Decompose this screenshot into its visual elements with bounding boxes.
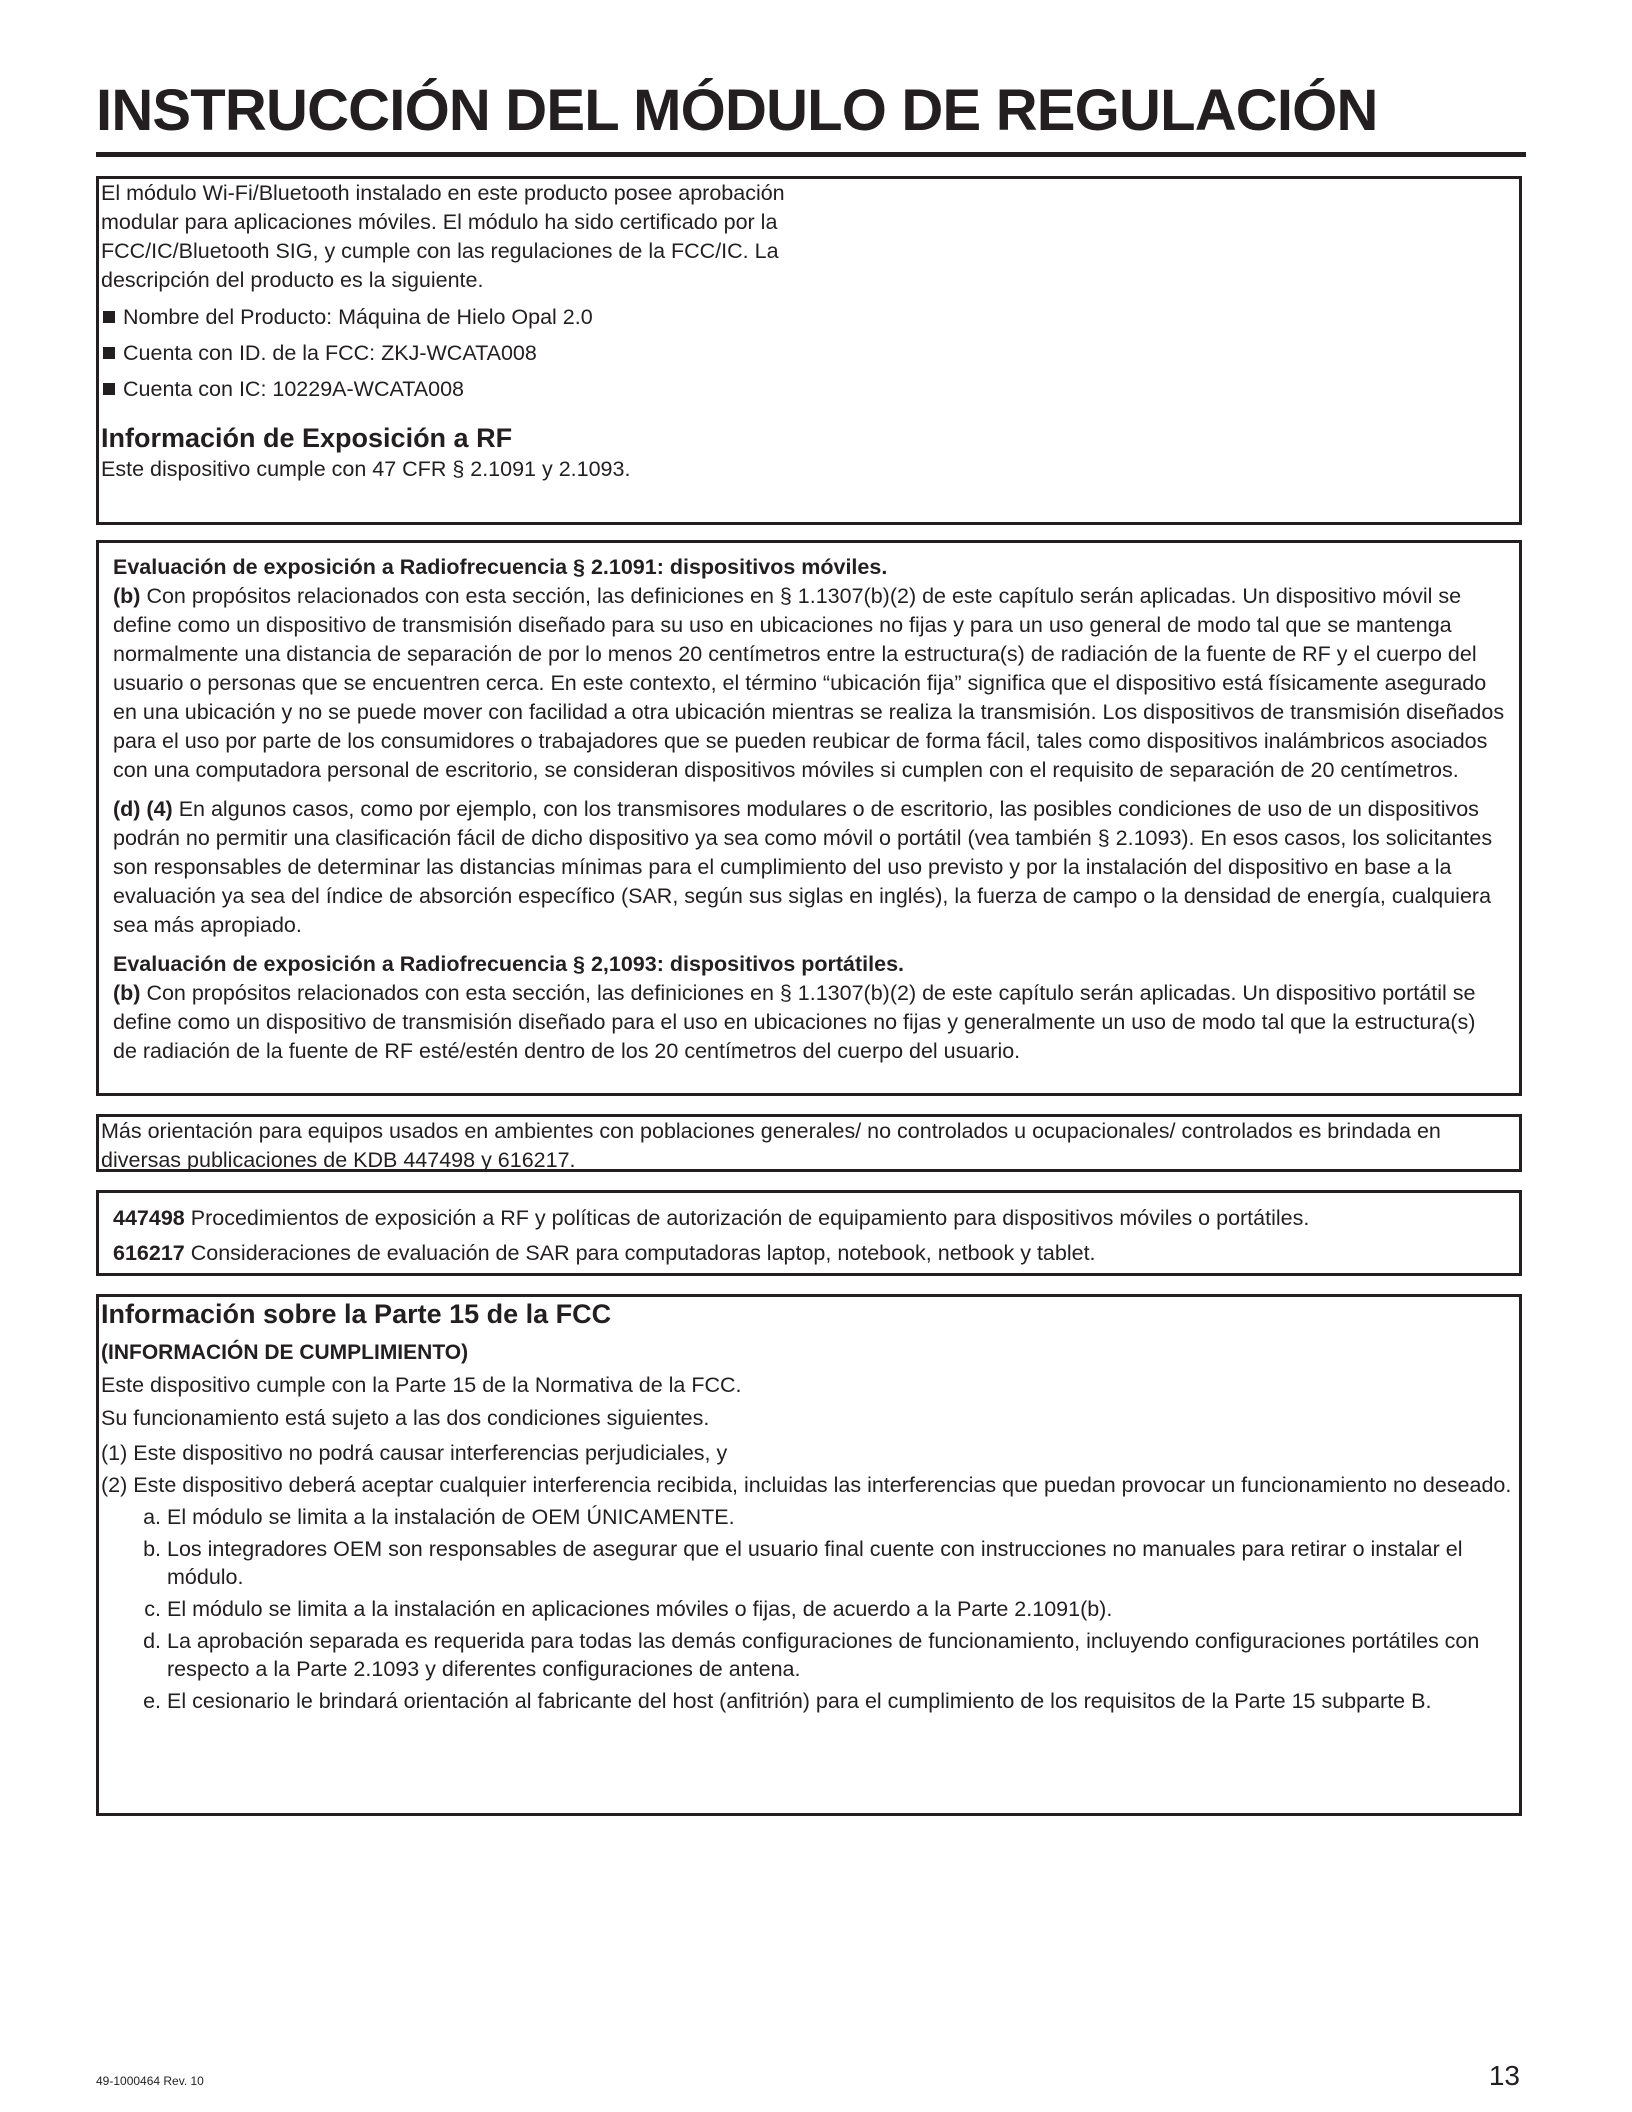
condition-text: Este dispositivo no podrá causar interferencias perjudiciales, y [133, 1441, 728, 1465]
condition-item [101, 1471, 1519, 1499]
mobile-devices-heading: Evaluación de exposición a Radiofrecuencia § 2.1091: dispositivos móviles. [113, 555, 888, 579]
mobile-d-text: En algunos casos, como por ejemplo, con los transmisores modulares o de escritorio, las posibles condiciones de uso de un dispositivos podrán no permitir una clasificación fácil de dicho dispositivo ya sea como móvil o portátil (vea también § 2.1093). En esos casos, los solicitantes son responsables de determinar las distancias mínimas para el cumplimiento del uso previsto y por la instalación del dispositivo en base a la evaluación ya sea del índice de absorción específico (SAR, según sus siglas en inglés), la fuerza de campo o la densidad de energía, cualquiera sea más apropiado. [113, 797, 1493, 937]
mobile-d-paragraph [113, 795, 1505, 940]
kdb-item [113, 1201, 1505, 1236]
requirement-text: La aprobación separada es requerida para todas las demás configuraciones de funcionamiento, incluyendo configuraciones portátiles con respecto a la Parte 2.1093 y diferentes configuraciones de antena. [167, 1629, 1480, 1681]
kdb-box [96, 1190, 1522, 1276]
mobile-d-label: (d) (4) [113, 797, 173, 821]
requirement-label: c. [144, 1597, 161, 1621]
requirement-label: d. [143, 1629, 161, 1653]
condition-label: (2) [101, 1473, 128, 1497]
rf-exposure-text: Este dispositivo cumple con 47 CFR § 2.1091 y 2.1093. [101, 457, 631, 481]
guidance-text: Más orientación para equipos usados en ambientes con poblaciones generales/ no controlados u ocupacionales/ controlados es brindada en diversas publicaciones de KDB 447498 y 616217. [101, 1119, 1441, 1172]
title-rule [96, 152, 1526, 157]
kdb-text: Consideraciones de evaluación de SAR para computadoras laptop, notebook, netbook y tablet. [190, 1241, 1096, 1265]
portable-b-text: Con propósitos relacionados con esta sección, las definiciones en § 1.1307(b)(2) de este capítulo serán aplicadas. Un dispositivo portátil se define como un dispositivo de transmisión diseñado para el uso en ubicaciones no fijas y generalmente un uso de modo tal que la estructura(s) de radiación de la fuente de RF esté/estén dentro de los 20 centímetros del cuerpo del usuario. [113, 981, 1476, 1063]
bullet-item [101, 335, 1519, 371]
portable-b-label: (b) [113, 981, 141, 1005]
square-bullet-icon [103, 311, 115, 323]
requirement-item [137, 1503, 1519, 1531]
guidance-box [96, 1114, 1522, 1172]
bullet-item [101, 299, 1519, 335]
rf-exposure-heading: Información de Exposición a RF [101, 423, 513, 453]
requirement-text: El módulo se limita a la instalación de OEM ÚNICAMENTE. [167, 1505, 735, 1529]
portable-b-paragraph [113, 979, 1505, 1066]
portable-devices-heading: Evaluación de exposición a Radiofrecuencia § 2,1093: dispositivos portátiles. [113, 952, 904, 976]
requirement-item [137, 1595, 1519, 1623]
compliance-subheading: (INFORMACIÓN DE CUMPLIMIENTO) [101, 1341, 469, 1364]
fcc-part15-box [96, 1294, 1522, 1816]
kdb-code: 616217 [113, 1241, 185, 1265]
mobile-b-paragraph [113, 582, 1505, 785]
fcc-part15-heading: Información sobre la Parte 15 de la FCC [101, 1299, 612, 1329]
requirement-text: El cesionario le brindará orientación al fabricante del host (anfitrión) para el cumplimiento de los requisitos de la Parte 15 subparte B. [167, 1689, 1432, 1713]
fcc-id: Cuenta con ID. de la FCC: ZKJ-WCATA008 [123, 341, 537, 365]
requirement-item [137, 1687, 1519, 1715]
page-number: 13 [1488, 2060, 1520, 2091]
requirement-label: e. [143, 1689, 161, 1713]
condition-label: (1) [101, 1441, 128, 1465]
kdb-text: Procedimientos de exposición a RF y políticas de autorización de equipamiento para dispositivos móviles o portátiles. [190, 1206, 1310, 1230]
ic-id: Cuenta con IC: 10229A-WCATA008 [123, 377, 464, 401]
bullet-item [101, 371, 1519, 407]
requirement-label: a. [143, 1505, 161, 1529]
mobile-b-label: (b) [113, 584, 141, 608]
module-info-box [96, 176, 1522, 525]
condition-text: Este dispositivo deberá aceptar cualquier interferencia recibida, incluidas las interferencias que puedan provocar un funcionamiento no deseado. [133, 1473, 1512, 1497]
mobile-b-text: Con propósitos relacionados con esta sección, las definiciones en § 1.1307(b)(2) de este capítulo serán aplicadas. Un dispositivo móvil se define como un dispositivo de transmisión diseñado para su uso en ubicaciones no fijas y para un uso general de modo tal que se mantenga normalmente una distancia de separación de por lo menos 20 centímetros entre la estructura(s) de radiación de la fuente de RF y el cuerpo del usuario o personas que se encuentren cerca. En este contexto, el término “ubicación fija” significa que el dispositivo está físicamente asegurado en una ubicación y no se puede mover con facilidad a otra ubicación mientras se realiza la transmisión. Los dispositivos de transmisión diseñados para el uso por parte de los consumidores o trabajadores que se pueden reubicar de forma fácil, tales como dispositivos inalámbricos asociados con una computadora personal de escritorio, se consideran dispositivos móviles si cumplen con el requisito de separación de 20 centímetros. [113, 584, 1505, 782]
module-intro-text: El módulo Wi-Fi/Bluetooth instalado en este producto posee aprobación modular para aplicaciones móviles. El módulo ha sido certificado por la FCC/IC/Bluetooth SIG, y cumple con las regulaciones de la FCC/IC. La descripción del producto es la siguiente. [101, 181, 785, 292]
page-title: INSTRUCCIÓN DEL MÓDULO DE REGULACIÓN [96, 78, 1378, 143]
kdb-item [113, 1236, 1505, 1271]
requirement-text: Los integradores OEM son responsables de asegurar que el usuario final cuente con instrucciones no manuales para retirar o instalar el módulo. [167, 1537, 1463, 1589]
rf-evaluation-box [96, 540, 1522, 1096]
square-bullet-icon [103, 383, 115, 395]
document-code: 49-1000464 Rev. 10 [96, 2074, 204, 2088]
requirement-text: El módulo se limita a la instalación en aplicaciones móviles o fijas, de acuerdo a la Parte 2.1091(b). [167, 1597, 1113, 1621]
requirement-label: b. [143, 1537, 161, 1561]
requirement-item [137, 1627, 1519, 1683]
requirement-item [137, 1535, 1519, 1591]
compliance-line: Este dispositivo cumple con la Parte 15 de la Normativa de la FCC. [101, 1373, 742, 1397]
product-name: Nombre del Producto: Máquina de Hielo Opal 2.0 [123, 305, 593, 329]
condition-item [101, 1439, 1519, 1467]
conditions-intro: Su funcionamiento está sujeto a las dos condiciones siguientes. [101, 1406, 710, 1430]
kdb-code: 447498 [113, 1206, 185, 1230]
square-bullet-icon [103, 347, 115, 359]
